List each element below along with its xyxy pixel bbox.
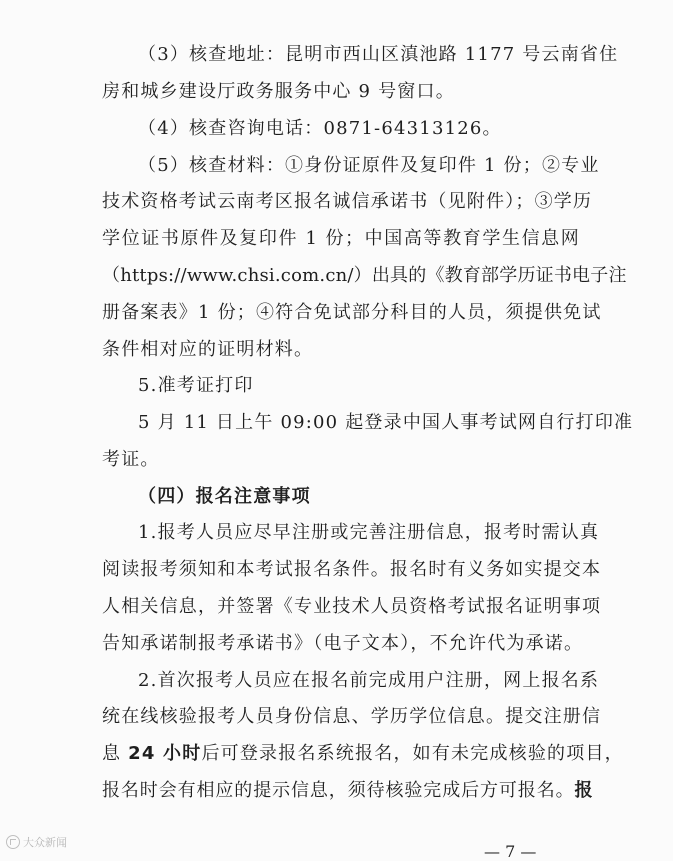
paragraph-line: 5 月 11 日上午 09:00 起登录中国人事考试网自行打印准 bbox=[138, 412, 634, 433]
paragraph-line: 条件相对应的证明材料。 bbox=[102, 339, 314, 360]
paragraph-line: 告知承诺制报考承诺书》（电子文本），不允许代为承诺。 bbox=[102, 633, 584, 654]
watermark bbox=[6, 834, 67, 850]
text-run: 报名时会有相应的提示信息，须待核验完成后方可报名。 bbox=[102, 780, 575, 801]
section-heading: （四）报名注意事项 bbox=[138, 486, 311, 507]
paragraph-line: （3）核查地址：昆明市西山区滇池路 1177 号云南省住 bbox=[138, 44, 619, 65]
watermark-text: 大众新闻 bbox=[23, 836, 67, 849]
paragraph-line: （4）核查咨询电话：0871-64313126。 bbox=[138, 118, 502, 139]
paragraph-line: 人相关信息，并签署《专业技术人员资格考试报名证明事项 bbox=[102, 596, 602, 617]
paragraph-line: 5.准考证打印 bbox=[138, 375, 254, 396]
watermark-logo-icon bbox=[6, 835, 20, 849]
paragraph-line: 册备案表》1 份；④符合免试部分科目的人员，须提供免试 bbox=[102, 302, 602, 323]
paragraph-line: （5）核查材料：①身份证原件及复印件 1 份；②专业 bbox=[138, 155, 600, 176]
paragraph-line: 考证。 bbox=[102, 449, 160, 470]
page-number: — 7 — bbox=[484, 842, 537, 861]
paragraph-line bbox=[102, 742, 624, 766]
bold-text-run: 24 小时 bbox=[128, 743, 202, 764]
paragraph-line: 2.首次报考人员应在报名前完成用户注册，网上报名系 bbox=[138, 670, 600, 691]
paragraph-line: 房和城乡建设厅政务服务中心 9 号窗口。 bbox=[102, 81, 455, 102]
bold-text-run: 报 bbox=[574, 780, 594, 801]
paragraph-line: 学位证书原件及复印件 1 份；中国高等教育学生信息网 bbox=[102, 228, 580, 249]
paragraph-line: （https://www.chsi.com.cn/）出具的《教育部学历证书电子注 bbox=[102, 265, 627, 286]
paragraph-line: 技术资格考试云南考区报名诚信承诺书（见附件）；③学历 bbox=[102, 191, 593, 212]
paragraph-line: 统在线核验报考人员身份信息、学历学位信息。提交注册信 bbox=[102, 706, 602, 727]
text-run: 息 bbox=[102, 743, 129, 764]
paragraph-line: 阅读报考须知和本考试报名条件。报名时有义务如实提交本 bbox=[102, 559, 602, 580]
paragraph-line: 1.报考人员应尽早注册或完善注册信息，报考时需认真 bbox=[138, 522, 600, 543]
text-run: 后可登录报名系统报名，如有未完成核验的项目， bbox=[201, 743, 624, 764]
paragraph-line bbox=[102, 779, 594, 803]
